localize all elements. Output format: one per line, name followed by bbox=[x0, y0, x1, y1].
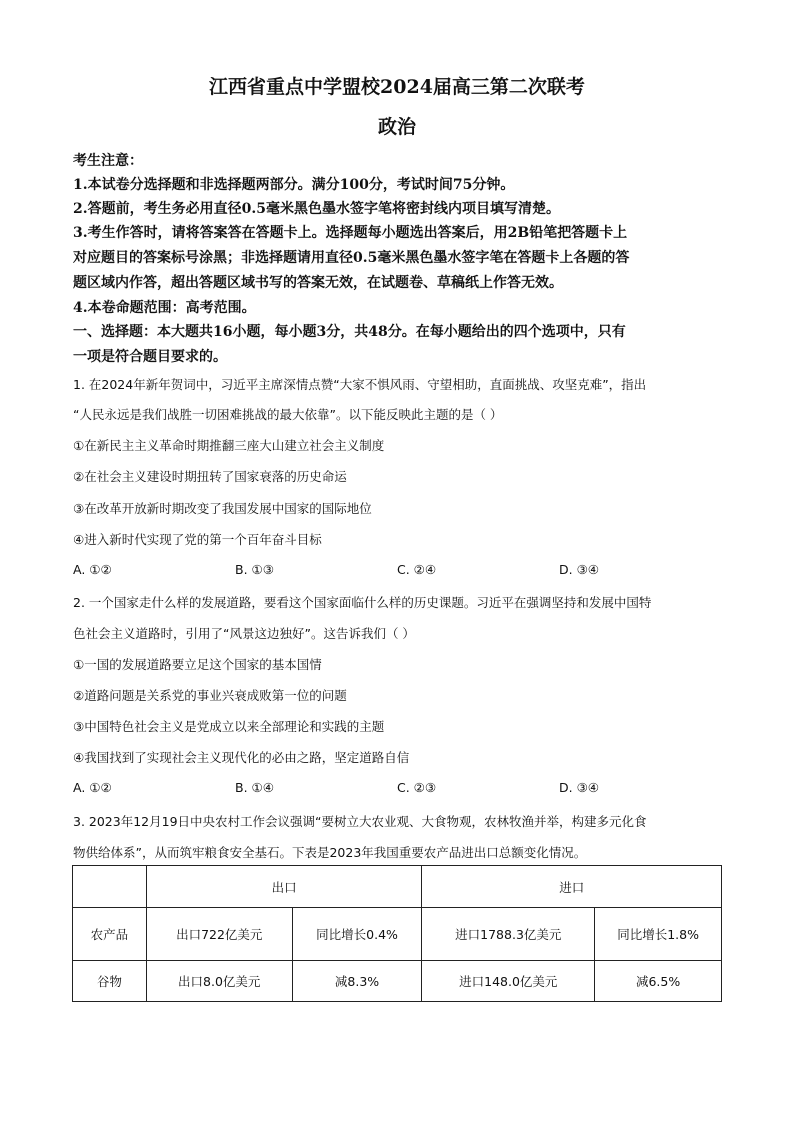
q1-statement: ④进入新时代实现了党的第一个百年奋斗目标 bbox=[73, 532, 322, 547]
table-cell: 出口722亿美元 bbox=[146, 908, 292, 961]
notice-item: 4.本卷命题范围：高考范围。 bbox=[73, 300, 256, 316]
table-cell: 减8.3% bbox=[292, 961, 422, 1002]
exam-title: 江西省重点中学盟校2024届高三第二次联考 bbox=[209, 76, 585, 98]
table-cell: 农产品 bbox=[73, 908, 147, 961]
table-cell: 同比增长1.8% bbox=[595, 908, 722, 961]
q1-option-b: B. ①③ bbox=[235, 562, 274, 577]
trade-table bbox=[72, 865, 722, 1002]
q1-stem-cont: “人民永远是我们战胜一切困难挑战的最大依靠”。以下能反映此主题的是（ ） bbox=[73, 407, 503, 422]
table-cell: 进口1788.3亿美元 bbox=[422, 908, 595, 961]
q2-stem: 2. 一个国家走什么样的发展道路，要看这个国家面临什么样的历史课题。习近平在强调坚持和发展中国特 bbox=[73, 595, 652, 610]
notice-item: 1.本试卷分选择题和非选择题两部分。满分100分，考试时间75分钟。 bbox=[73, 177, 515, 193]
table-header-cell: 出口 bbox=[146, 866, 422, 908]
q2-statement: ③中国特色社会主义是党成立以来全部理论和实践的主题 bbox=[73, 719, 385, 734]
q2-option-d: D. ③④ bbox=[559, 780, 599, 795]
q2-statement: ④我国找到了实现社会主义现代化的必由之路，坚定道路自信 bbox=[73, 750, 410, 765]
table-cell: 出口8.0亿美元 bbox=[146, 961, 292, 1002]
notice-item: 题区域内作答，超出答题区域书写的答案无效，在试题卷、草稿纸上作答无效。 bbox=[73, 275, 563, 291]
table-cell: 减6.5% bbox=[595, 961, 722, 1002]
q2-stem-cont: 色社会主义道路时，引用了“风景这边独好”。这告诉我们（ ） bbox=[73, 626, 415, 641]
section-heading-cont: 一项是符合题目要求的。 bbox=[73, 349, 227, 365]
q1-statement: ①在新民主主义革命时期推翻三座大山建立社会主义制度 bbox=[73, 438, 385, 453]
table-header-cell bbox=[73, 866, 147, 908]
q1-statement: ②在社会主义建设时期扭转了国家衰落的历史命运 bbox=[73, 469, 347, 484]
table-cell: 谷物 bbox=[73, 961, 147, 1002]
q1-option-a: A. ①② bbox=[73, 562, 112, 577]
table-row bbox=[73, 908, 722, 961]
table-header-cell: 进口 bbox=[422, 866, 722, 908]
notice-heading: 考生注意： bbox=[73, 153, 143, 169]
q2-option-a: A. ①② bbox=[73, 780, 112, 795]
section-heading: 一、选择题：本大题共16小题，每小题3分，共48分。在每小题给出的四个选项中，只有 bbox=[73, 324, 626, 340]
q1-statement: ③在改革开放新时期改变了我国发展中国家的国际地位 bbox=[73, 501, 372, 516]
q1-option-c: C. ②④ bbox=[397, 562, 437, 577]
q2-option-c: C. ②③ bbox=[397, 780, 437, 795]
table-cell: 进口148.0亿美元 bbox=[422, 961, 595, 1002]
q2-statement: ①一国的发展道路要立足这个国家的基本国情 bbox=[73, 657, 322, 672]
table-row bbox=[73, 961, 722, 1002]
notice-item: 3.考生作答时，请将答案答在答题卡上。选择题每小题选出答案后，用2B铅笔把答题卡上 bbox=[73, 225, 628, 241]
table-header-row bbox=[73, 866, 722, 908]
notice-item: 对应题目的答案标号涂黑；非选择题请用直径0.5毫米黑色墨水签字笔在答题卡上各题的答 bbox=[73, 250, 630, 266]
table-cell: 同比增长0.4% bbox=[292, 908, 422, 961]
q3-stem-cont: 物供给体系”，从而筑牢粮食安全基石。下表是2023年我国重要农产品进出口总额变化情况。 bbox=[73, 845, 587, 860]
subject-title: 政治 bbox=[377, 116, 416, 138]
q2-option-b: B. ①④ bbox=[235, 780, 274, 795]
q3-stem: 3. 2023年12月19日中央农村工作会议强调“要树立大农业观、大食物观，农林牧渔并举，构建多元化食 bbox=[73, 814, 647, 829]
q2-statement: ②道路问题是关系党的事业兴衰成败第一位的问题 bbox=[73, 688, 347, 703]
q1-stem: 1. 在2024年新年贺词中，习近平主席深情点赞“大家不惧风雨、守望相助，直面挑战、攻坚克难”，指出 bbox=[73, 377, 647, 392]
notice-item: 2.答题前，考生务必用直径0.5毫米黑色墨水签字笔将密封线内项目填写清楚。 bbox=[73, 201, 560, 217]
q1-option-d: D. ③④ bbox=[559, 562, 599, 577]
